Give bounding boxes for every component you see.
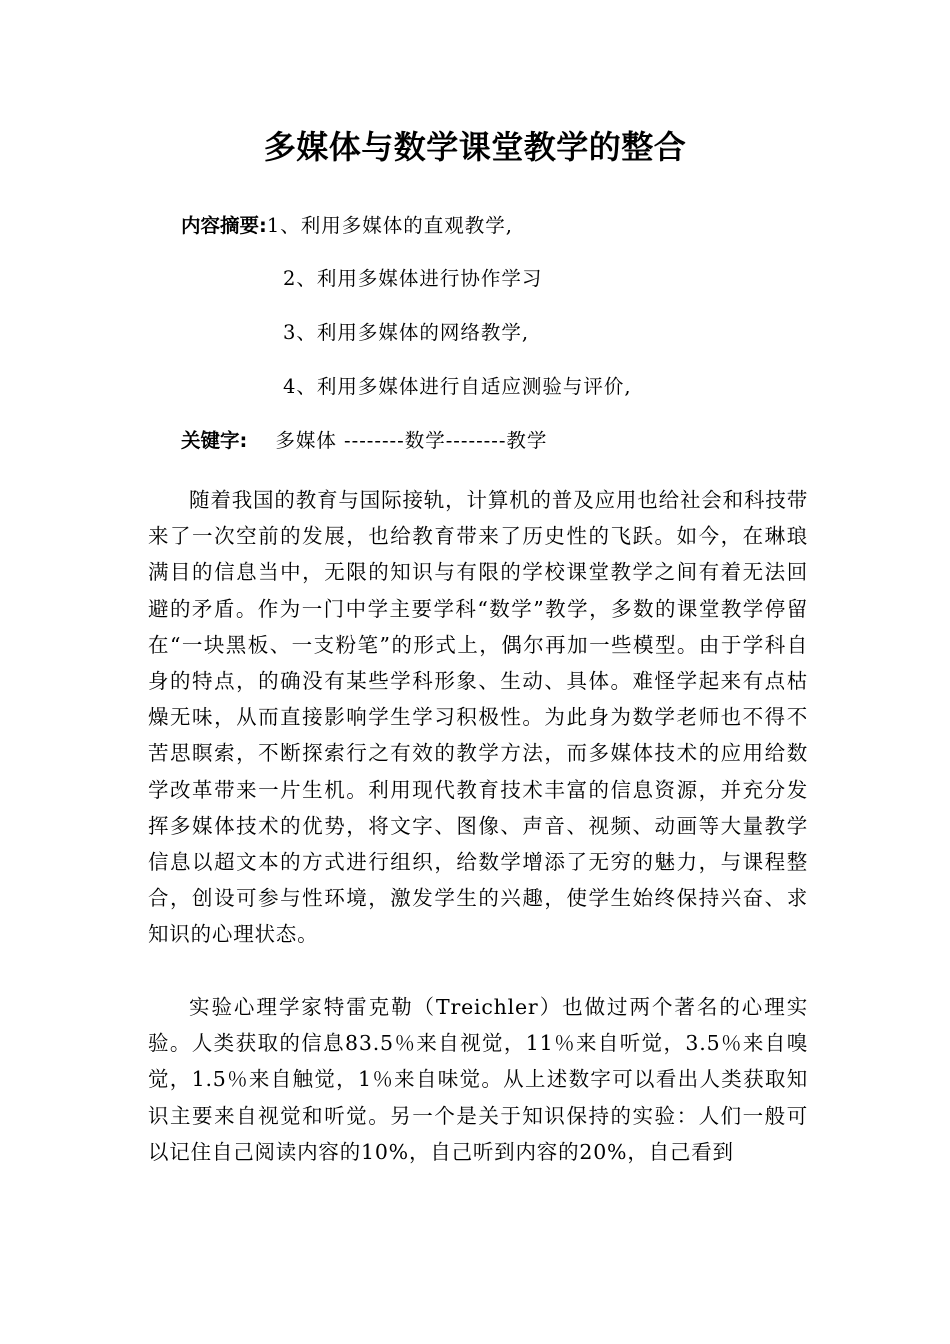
body-paragraph: 实验心理学家特雷克勒（Treichler）也做过两个著名的心理实验。人类获取的信息83.5％来自视觉，11％来自听觉，3.5％来自嗅觉，1.5％来自触觉，1％来自味觉。从上述数字可以看出人类获取知识主要来自视觉和听觉。另一个是关于知识保持的实验：人们一般可以记住自己阅读内容的10%，自己听到内容的20%，自己看到 <box>148 995 808 1164</box>
abstract-item: 4、利用多媒体进行自适应测验与评价, <box>283 375 632 398</box>
abstract-label: 内容摘要: <box>181 214 267 237</box>
abstract-item: 2、利用多媒体进行协作学习 <box>283 267 543 290</box>
document-title: 多媒体与数学课堂教学的整合 <box>263 128 687 166</box>
keywords-label: 关键字: <box>181 429 248 452</box>
body-paragraph: 随着我国的教育与国际接轨，计算机的普及应用也给社会和科技带来了一次空前的发展，也给教育带来了历史性的飞跃。如今，在琳琅满目的信息当中，无限的知识与有限的学校课堂教学之间有着无法回避的矛盾。作为一门中学主要学科“数学”教学，多数的课堂教学停留在“一块黑板、一支粉笔”的形式上，偶尔再加一些模型。由于学科自身的特点，的确没有某些学科形象、生动、具体。难怪学起来有点枯燥无味，从而直接影响学生学习积极性。为此身为数学老师也不得不苦思瞑索，不断探索行之有效的教学方法，而多媒体技术的应用给数学改革带来一片生机。利用现代教育技术丰富的信息资源，并充分发挥多媒体技术的优势，将文字、图像、声音、视频、动画等大量教学信息以超文本的方式进行组织，给数学增添了无穷的魅力，与课程整合，创设可参与性环境，激发学生的兴趣，使学生始终保持兴奋、求知识的心理状态。 <box>148 488 808 947</box>
abstract-line-1 <box>181 211 513 241</box>
keywords-value: 多媒体 --------数学--------教学 <box>275 429 548 452</box>
abstract-item: 1、利用多媒体的直观教学, <box>266 214 513 237</box>
keywords-line <box>181 426 547 456</box>
abstract-item: 3、利用多媒体的网络教学, <box>283 321 530 344</box>
